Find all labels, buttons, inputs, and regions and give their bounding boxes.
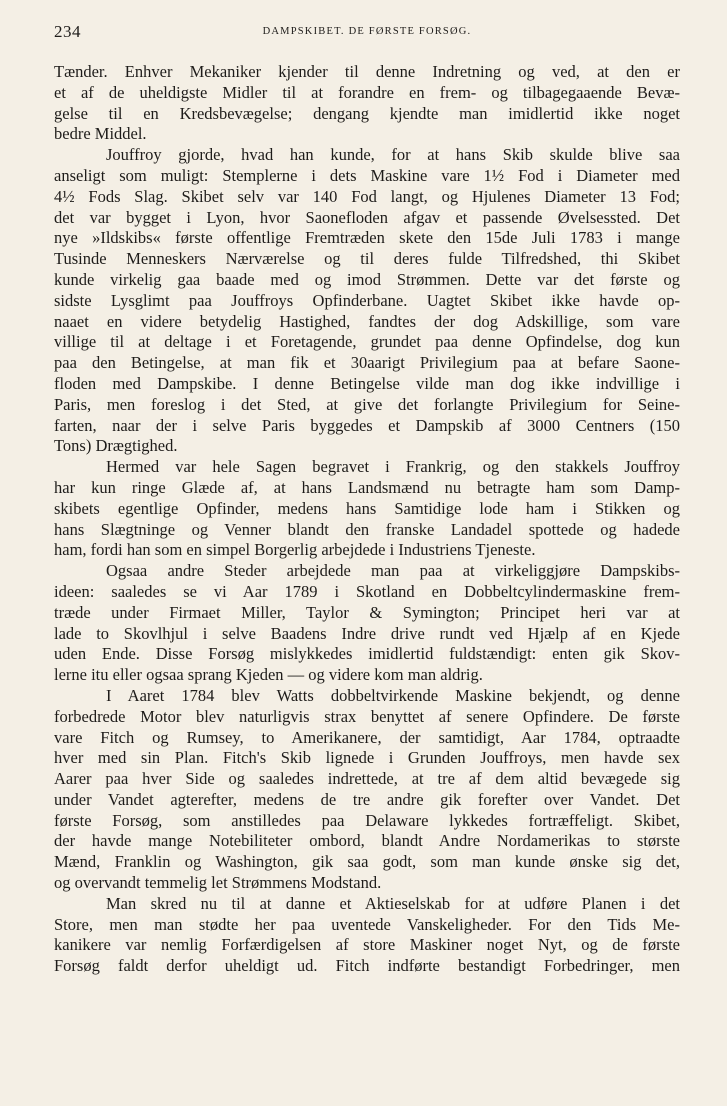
text-line: skibets egentlige Opfinder, medens hans Samtidige lode ham i Stikken og — [54, 498, 680, 518]
text-line: Mænd, Franklin og Washington, gik saa godt, som man kunde ønske sig det, — [54, 852, 680, 872]
text-line: anseligt som muligt: Stemplerne i dets Maskine vare 1½ Fod i Diameter med — [54, 165, 680, 185]
text-line: Hermed var hele Sagen begravet i Frankrig, og den stakkels Jouffroy — [106, 457, 680, 477]
text-line: Forsøg faldt derfor uheldigt ud. Fitch indførte bestandigt Forbedringer, men — [54, 956, 680, 976]
text-line: forbedrede Motor blev naturligvis strax benyttet af senere Opfindere. De første — [54, 706, 680, 726]
text-line: Store, men man stødte her paa uventede Vanskeligheder. For den Tids Me- — [54, 914, 680, 934]
text-line: I Aaret 1784 blev Watts dobbeltvirkende Maskine bekjendt, og denne — [106, 685, 680, 705]
text-line: ham, fordi han som en simpel Borgerlig arbejdede i Industriens Tjeneste. — [54, 540, 536, 560]
text-line: hver med sin Plan. Fitch's Skib lignede i Grunden Jouffroys, men havde sex — [54, 748, 680, 768]
text-line: hans Slægtninge og Venner blandt den franske Landadel spottede og hadede — [54, 519, 680, 539]
text-line: første Forsøg, som anstilledes paa Delaware lykkedes fortræffeligt. Skibet, — [54, 810, 680, 830]
text-line: kunde virkelig gaa baade med og imod Strømmen. Dette var det første og — [54, 269, 680, 289]
running-head: DAMPSKIBET. DE FØRSTE FORSØG. — [262, 26, 472, 37]
text-line: Aarer paa hver Side og saaledes indrettede, at tre af dem altid bevægede sig — [54, 769, 680, 789]
text-line: bedre Middel. — [54, 124, 147, 144]
text-line: Paris, men foreslog i det Sted, at give det forlangte Privilegium for Seine- — [54, 394, 680, 414]
text-line: nye »Ildskibs« første offentlige Fremtræden skete den 15de Juli 1783 i mange — [54, 228, 680, 248]
page-number: 234 — [54, 22, 81, 41]
text-line: sidste Lysglimt paa Jouffroys Opfinderbane. Uagtet Skibet ikke havde op- — [54, 290, 680, 310]
text-line: lerne itu eller ogsaa sprang Kjeden — og videre kom man aldrig. — [54, 665, 483, 685]
text-line: uden Ende. Disse Forsøg mislykkedes imidlertid fuldstændigt: enten gik Skov- — [54, 644, 680, 664]
text-line: har kun ringe Glæde af, at hans Landsmænd nu betragte ham som Damp- — [54, 477, 680, 497]
text-line: villige til at deltage i et Foretagende, grundet paa denne Opfindelse, dog kun — [54, 332, 680, 352]
text-line: det var bygget i Lyon, hvor Saonefloden afgav et passende Øvelsessted. Det — [54, 207, 680, 227]
text-line: der havde mange Notebiliteter ombord, blandt Andre Nordamerikas to største — [54, 831, 680, 851]
text-line: Tusinde Menneskers Nærværelse og til deres fulde Tilfredshed, thi Skibet — [54, 249, 680, 269]
text-line: Ogsaa andre Steder arbejdede man paa at virkeliggjøre Dampskibs- — [106, 561, 680, 581]
text-line: Jouffroy gjorde, hvad han kunde, for at hans Skib skulde blive saa — [106, 145, 680, 165]
text-line: og overvandt temmelig let Strømmens Modstand. — [54, 873, 382, 893]
text-line: paa den Betingelse, at man fik et 30aarigt Privilegium paa at befare Saone- — [54, 353, 680, 373]
text-line: vare Fitch og Rumsey, to Amerikanere, der samtidigt, Aar 1784, optraadte — [54, 727, 680, 747]
page-header — [54, 22, 680, 44]
text-line: et af de uheldigste Midler til at forandre en frem- og tilbagegaaende Bevæ- — [54, 82, 680, 102]
text-line: gelse til en Kredsbevægelse; dengang kjendte man imidlertid ikke noget — [54, 103, 680, 123]
text-line: Man skred nu til at danne et Aktieselskab for at udføre Planen i det — [106, 893, 680, 913]
text-line: farten, naar der i selve Paris byggedes et Dampskib af 3000 Centners (150 — [54, 415, 680, 435]
text-line: træde under Firmaet Miller, Taylor & Symington; Principet heri var at — [54, 602, 680, 622]
body-text — [54, 62, 680, 977]
text-line: floden med Dampskibe. I denne Betingelse vilde man dog ikke indvillige i — [54, 373, 680, 393]
text-line: 4½ Fods Slag. Skibet selv var 140 Fod langt, og Hjulenes Diameter 13 Fod; — [54, 186, 680, 206]
text-line: kanikere var nemlig Forfærdigelsen af store Maskiner noget Nyt, og de første — [54, 935, 680, 955]
text-line: ideen: saaledes se vi Aar 1789 i Skotland en Dobbeltcylindermaskine frem- — [54, 581, 680, 601]
text-line: Tænder. Enhver Mekaniker kjender til denne Indretning og ved, at den er — [54, 62, 680, 81]
text-line: Tons) Drægtighed. — [54, 436, 178, 456]
text-line: under Vandet agterefter, medens de tre andre gik forefter over Vandet. Det — [54, 789, 680, 809]
text-line: naaet en videre betydelig Hastighed, fandtes der dog Adskillige, som vare — [54, 311, 680, 331]
text-line: lade to Skovlhjul i selve Baadens Indre drive rundt ved Hjælp af en Kjede — [54, 623, 680, 643]
